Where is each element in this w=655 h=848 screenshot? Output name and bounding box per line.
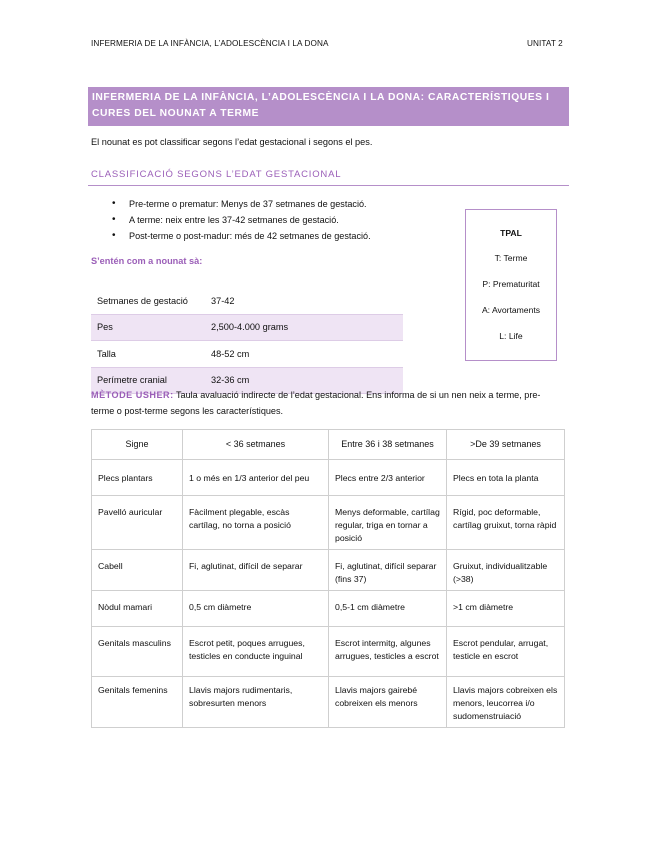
table-row (91, 341, 403, 368)
table-cell: Cabell (92, 550, 183, 591)
table-cell: Genitals femenins (92, 677, 183, 728)
usher-table (91, 429, 565, 728)
table-cell: Escrot intermitg, algunes arrugues, testicles a escrot (329, 627, 447, 677)
list-item: • Post-terme o post-madur: més de 42 setmanes de gestació. (112, 228, 371, 244)
list-item: • A terme: neix entre les 37-42 setmanes de gestació. (112, 212, 371, 228)
usher-label: MÈTODE USHER: (91, 390, 174, 400)
page-title-banner (88, 87, 569, 126)
table-cell: Rígid, poc deformable, cartílag gruixut, torna ràpid (447, 496, 565, 550)
table-cell: Nòdul mamari (92, 591, 183, 627)
column-header: Signe (92, 430, 183, 460)
row-label: Talla (97, 348, 116, 359)
column-header: >De 39 setmanes (447, 430, 565, 460)
page-title-line-2: CURES DEL NOUNAT A TERME (92, 108, 260, 119)
table-cell: Plecs en tota la planta (447, 460, 565, 496)
table-cell: >1 cm diàmetre (447, 591, 565, 627)
table-row (91, 288, 403, 314)
table-row (92, 460, 565, 496)
usher-paragraph (91, 387, 551, 419)
tpal-line: A: Avortaments (481, 305, 541, 315)
intro-text: El nounat es pot classificar segons l’edat gestacional i segons el pes. (91, 137, 373, 147)
table-cell: 0,5-1 cm diàmetre (329, 591, 447, 627)
table-row (92, 677, 565, 728)
usher-text: Taula avaluació indirecte de l’edat gestacional. Ens informa de si un nen neix a terme, pre-terme o post-terme segons les característiques. (91, 390, 541, 416)
list-item: • Pre-terme o prematur: Menys de 37 setmanes de gestació. (112, 196, 371, 212)
table-cell: Plecs plantars (92, 460, 183, 496)
section-title: CLASSIFICACIÓ SEGONS L’EDAT GESTACIONAL (91, 169, 342, 180)
table-cell: Llavis majors rudimentaris, sobresurten menors (183, 677, 329, 728)
row-value: 48-52 cm (211, 348, 250, 359)
table-cell: Pavelló auricular (92, 496, 183, 550)
tpal-line: L: Life (499, 331, 523, 341)
table-cell: Fi, aglutinat, difícil separar (fins 37) (329, 550, 447, 591)
table-row (92, 627, 565, 677)
table-row (92, 591, 565, 627)
table-cell: Escrot pendular, arrugat, testicle en escrot (447, 627, 565, 677)
table-row (92, 550, 565, 591)
table-row (92, 496, 565, 550)
table-cell: Escrot petit, poques arrugues, testicles en conducte inguinal (183, 627, 329, 677)
row-value: 2,500-4.000 grams (205, 314, 403, 341)
row-label: Perímetre cranial (91, 367, 205, 394)
table-row (91, 314, 403, 341)
tpal-title: TPAL (500, 228, 522, 238)
row-value: 32-36 cm (205, 367, 403, 394)
tpal-line: P: Prematuritat (482, 279, 540, 289)
table-header-row (92, 430, 565, 460)
tpal-box (465, 209, 557, 361)
tpal-line: T: Terme (494, 253, 528, 263)
table-cell: Genitals masculins (92, 627, 183, 677)
running-header-right: UNITAT 2 (527, 39, 563, 48)
page-title-line-1: INFERMERIA DE LA INFÀNCIA, L’ADOLESCÈNCIA I LA DONA: CARACTERÍSTIQUES I (92, 92, 550, 103)
table-cell: Menys deformable, cartílag regular, triga en tornar a posició (329, 496, 447, 550)
row-label: Pes (91, 314, 205, 341)
row-label: Setmanes de gestació (97, 295, 188, 306)
row-value: 37-42 (211, 295, 235, 306)
table-cell: Llavis majors gairebé cobreixen els menors (329, 677, 447, 728)
table-cell: Gruixut, individualitzable (>38) (447, 550, 565, 591)
healthy-newborn-table (91, 288, 403, 394)
section-divider (88, 185, 569, 186)
table-cell: Llavis majors cobreixen els menors, leucorrea i/o sudomenstruiació (447, 677, 565, 728)
table-cell: Fàcilment plegable, escàs cartílag, no torna a posició (183, 496, 329, 550)
table-cell: 1 o més en 1/3 anterior del peu (183, 460, 329, 496)
column-header: < 36 setmanes (183, 430, 329, 460)
table-cell: 0,5 cm diàmetre (183, 591, 329, 627)
gestation-bullet-list (112, 196, 371, 244)
column-header: Entre 36 i 38 setmanes (329, 430, 447, 460)
table-cell: Fi, aglutinat, difícil de separar (183, 550, 329, 591)
table-cell: Plecs entre 2/3 anterior (329, 460, 447, 496)
healthy-newborn-heading: S’entén com a nounat sà: (91, 256, 203, 266)
running-header-left: INFERMERIA DE LA INFÀNCIA, L’ADOLESCÈNCIA I LA DONA (91, 39, 329, 48)
